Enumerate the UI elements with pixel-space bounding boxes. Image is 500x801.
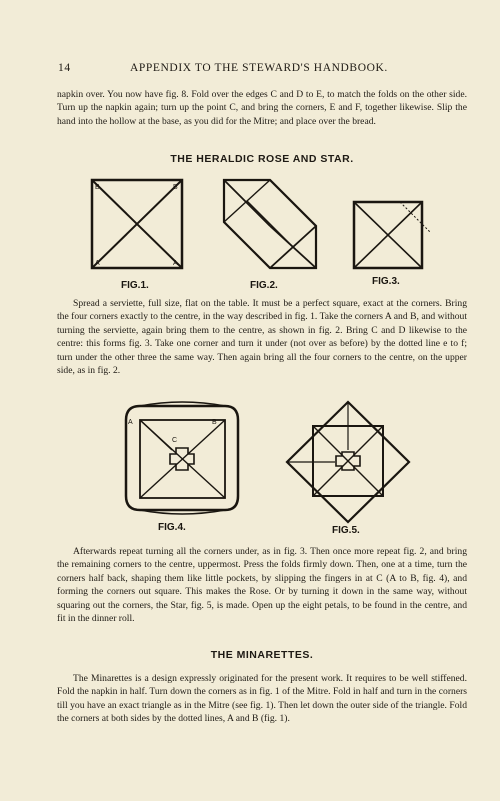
fig1-diagram — [88, 176, 188, 292]
fig4-line-a — [140, 420, 172, 450]
paragraph-3: Afterwards repeat turning all the corners under, as in fig. 3. Then once more repeat fig. 2, and bring the remaining corners to the centre, uppermost. Press the folds firmly down. Then, one at a time, turn the corners half back, shaping them like little pockets, by slipping the fingers in at C (A to B, fig. 4), and forming the corners out square. This makes the Rose. Or by turning it down in the same way, without squaring out the corners, the Star, fig. 5, is made. Open up the eight petals, to be found in the centre, and fit in the dinner roll. — [57, 546, 467, 625]
fig2-caption: FIG.2. — [250, 280, 278, 291]
running-title: APPENDIX TO THE STEWARD'S HANDBOOK. — [130, 62, 388, 74]
section-heading-minarettes: THE MINARETTES. — [210, 649, 314, 661]
fig1-label-b-left: B — [95, 184, 100, 191]
fig1-label-a-right: A — [173, 260, 178, 267]
fig3-diagram — [350, 196, 432, 288]
fig3-dotted-fold — [400, 202, 430, 232]
fig4-caption: FIG.4. — [158, 522, 186, 533]
fig4-diagram — [120, 400, 245, 535]
fig1-label-a-left: A — [95, 260, 100, 267]
fig5-caption: FIG.5. — [332, 525, 360, 535]
fig4-label-a: A — [128, 419, 133, 426]
section-heading-rose-star: THE HERALDIC ROSE AND STAR. — [170, 153, 354, 165]
fig2-fold-mid — [247, 201, 293, 247]
fig3-caption: FIG.3. — [372, 276, 400, 287]
page-number: 14 — [58, 62, 71, 74]
paragraph-1: napkin over. You now have fig. 8. Fold over the edges C and D to E, to match the folds on the other side. Turn up the napkin again; turn up the point C, and bring the corners, E and F, together likewise. Slip the hand into the hollow at the base, as you did for the Mitre; and place over the bread. — [57, 89, 467, 127]
fig1-caption: FIG.1. — [121, 280, 149, 291]
fig1-label-b-right: B — [173, 184, 178, 191]
page-header — [58, 62, 468, 78]
fig5-diagram — [285, 400, 415, 535]
fig4-label-c: C — [172, 437, 178, 444]
paragraph-2: Spread a serviette, full size, flat on the table. It must be a perfect square, exact at the corners. Bring the four corners exactly to the centre, in the way described in fig. 1. Take the corners A and B, and without turning the serviette, again bring them to the centre, as shown in fig. 2. Bring C and D likewise to the centre: this forms fig. 3. Take one corner and turn it under (not over as before) by the dotted line e to f; turn under the other three the same way. Then again bring all the four corners to the centre, on the upper side, as in fig. 2. — [57, 298, 467, 377]
fig2-diagram — [220, 176, 322, 292]
paragraph-4: The Minarettes is a design expressly originated for the present work. It requires to be well stiffened. Fold the napkin in half. Turn down the corners as in fig. 1 of the Mitre. Fold in half and turn in the corners till you have an exact triangle as in the Mitre (see fig. 1). Then let down the outer side of the triangle. Fold the corners at both sides by the dotted lines, A and B (fig. 1). — [57, 673, 467, 725]
fig4-label-b: B — [212, 419, 217, 426]
